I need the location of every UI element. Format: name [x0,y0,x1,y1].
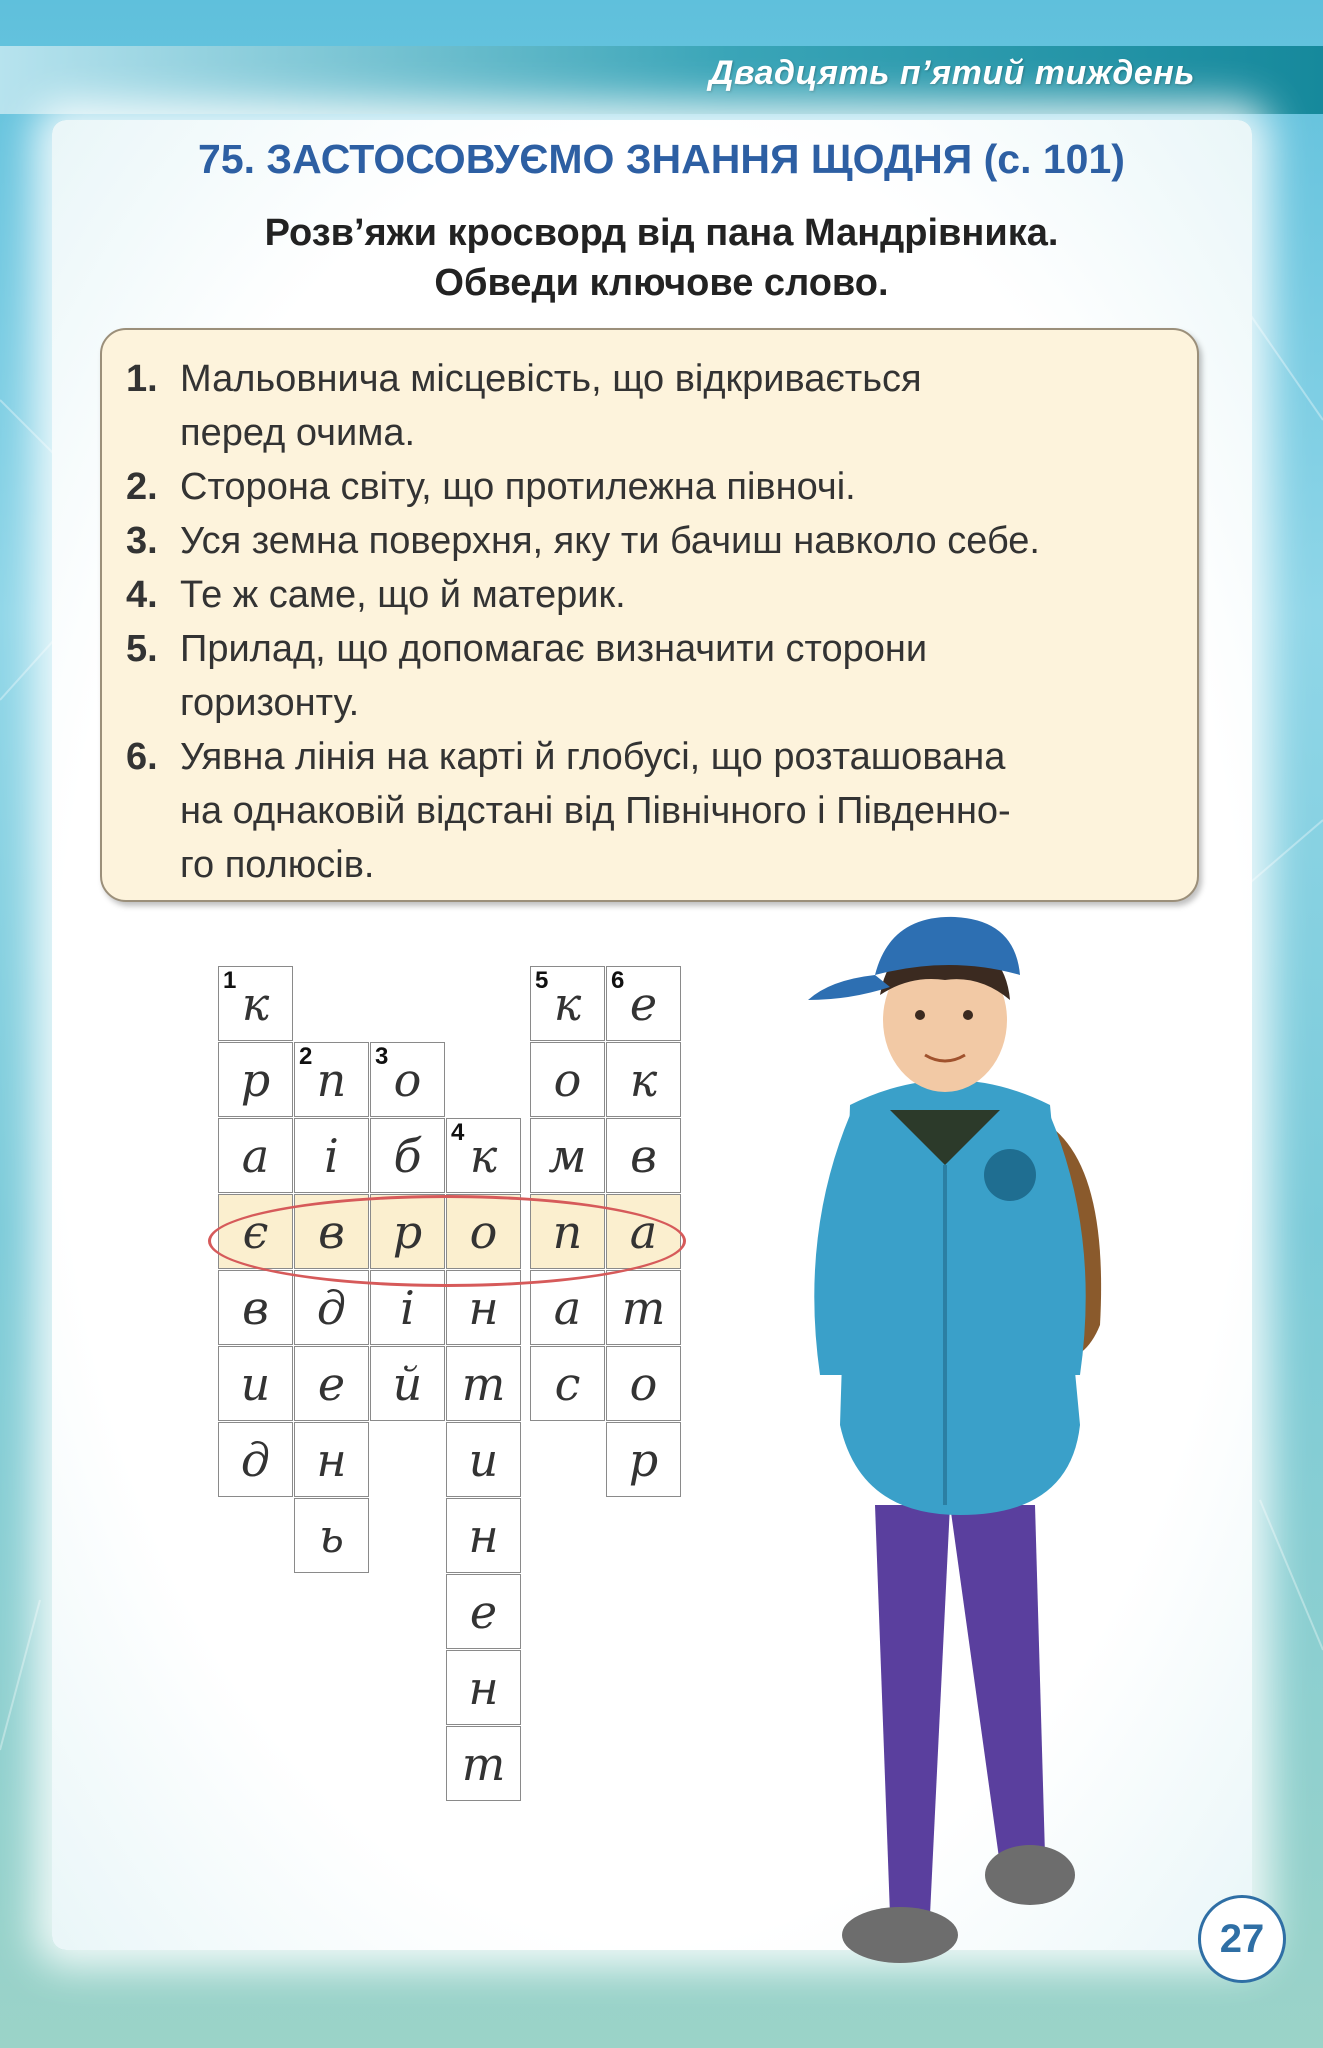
cell-letter: н [468,1508,499,1563]
clue-text: на однаковій відстані від Північного і Південно- [180,790,1011,832]
crossword-cell[interactable] [218,1270,293,1345]
cell-letter: д [316,1280,347,1335]
cell-letter: о [469,1204,498,1259]
cell-letter: о [629,1356,658,1411]
clue-5 [126,622,927,730]
crossword-cell[interactable] [530,1118,605,1193]
cell-letter: т [461,1736,506,1791]
lesson-title: 75. ЗАСТОСОВУЄМО ЗНАННЯ ЩОДНЯ (с. 101) [198,136,1125,182]
cell-letter: н [316,1432,347,1487]
cell-letter: т [461,1356,506,1411]
cell-letter: р [240,1052,271,1107]
cell-letter: п [316,1052,347,1107]
crossword-cell[interactable] [294,1498,369,1573]
clue-6 [126,730,1011,892]
crossword-cell[interactable] [446,1422,521,1497]
clue-number: 5. [126,628,158,670]
cell-letter: а [241,1128,270,1183]
traveler-boy-illustration [780,905,1140,1975]
clue-2 [126,460,856,514]
cell-letter: и [240,1356,271,1411]
cell-letter: а [629,1204,658,1259]
clue-text: Сторона світу, що протилежна півночі. [180,466,856,508]
clue-text: Те ж саме, що й материк. [180,574,626,616]
clue-text: Уся земна поверхня, яку ти бачиш навколо себе. [180,520,1040,562]
clue-text: го полюсів. [180,844,375,886]
cell-letter: й [392,1356,423,1411]
crossword-cell[interactable] [530,966,605,1041]
clue-number: 2. [126,466,158,508]
page-number: 27 [1198,1895,1286,1983]
instruction-line-1: Розв’яжи кросворд від пана Мандрівника. [264,212,1059,254]
cell-letter: к [553,976,582,1031]
clue-number: 3. [126,520,158,562]
cell-letter: т [621,1280,666,1335]
clue-text: Уявна лінія на карті й глобусі, що розташована [180,736,1006,778]
crossword-cell[interactable] [370,1346,445,1421]
cell-letter: о [393,1052,422,1107]
week-title: Двадцять п’ятий тиждень [708,54,1195,92]
crossword-cell[interactable] [606,1270,681,1345]
clues-box [100,328,1199,902]
clue-number-label: 3 [375,1043,389,1070]
cell-letter: а [553,1280,582,1335]
crossword-cell[interactable] [446,1574,521,1649]
crossword-cell[interactable] [606,1118,681,1193]
crossword-cell[interactable] [218,1346,293,1421]
cell-letter: и [468,1432,499,1487]
crossword-cell[interactable] [530,1042,605,1117]
crossword-cell[interactable] [294,1118,369,1193]
clue-number-label: 2 [299,1043,313,1070]
cell-letter: в [630,1128,657,1183]
crossword-cell[interactable] [446,1498,521,1573]
crossword-cell[interactable] [446,1118,521,1193]
crossword-cell[interactable] [218,1042,293,1117]
clue-number: 1. [126,358,158,400]
crossword-cell[interactable] [606,1042,681,1117]
cell-letter: є [242,1204,269,1259]
clue-number-label: 1 [223,967,237,994]
clue-text: Мальовнича місцевість, що відкривається [180,358,922,400]
crossword-cell[interactable] [294,1346,369,1421]
clue-number: 6. [126,736,158,778]
cell-letter: ь [318,1508,345,1563]
crossword-cell[interactable] [294,1422,369,1497]
cell-letter: о [553,1052,582,1107]
clue-number-label: 6 [611,967,625,994]
keyword-circle [208,1195,686,1287]
crossword-cell[interactable] [446,1346,521,1421]
crossword-cell[interactable] [530,1346,605,1421]
clue-text: Прилад, що допомагає визначити сторони [180,628,928,670]
cell-letter: е [629,976,658,1031]
cell-letter: в [318,1204,345,1259]
crossword-cell[interactable] [446,1726,521,1801]
crossword-cell[interactable] [218,1118,293,1193]
clue-number: 4. [126,574,158,616]
cell-letter: і [324,1128,339,1183]
cell-letter: р [628,1432,659,1487]
cell-letter: е [317,1356,346,1411]
cell-letter: к [469,1128,498,1183]
cell-letter: п [552,1204,583,1259]
crossword-cell[interactable] [370,1042,445,1117]
crossword-cell[interactable] [606,1346,681,1421]
cell-letter: н [468,1280,499,1335]
clue-number-label: 5 [535,967,549,994]
clue-4 [126,568,626,622]
crossword-cell[interactable] [294,1042,369,1117]
crossword-cell[interactable] [218,1422,293,1497]
clue-3 [126,514,1040,568]
clue-text: перед очима. [180,412,416,454]
cell-letter: к [629,1052,658,1107]
cell-letter: і [400,1280,415,1335]
clue-number-label: 4 [451,1119,465,1146]
cell-letter: б [393,1128,422,1183]
cell-letter: к [241,976,270,1031]
instruction-line-2: Обведи ключове слово. [434,262,889,304]
clue-1 [126,352,922,460]
crossword-cell[interactable] [218,966,293,1041]
cell-letter: с [554,1356,581,1411]
cell-letter: д [240,1432,271,1487]
crossword-cell[interactable] [606,1422,681,1497]
cell-letter: в [242,1280,269,1335]
clue-text: горизонту. [180,682,360,724]
cell-letter: м [548,1128,587,1183]
cell-letter: н [468,1660,499,1715]
crossword-cell[interactable] [606,966,681,1041]
cell-letter: р [392,1204,423,1259]
crossword-cell[interactable] [446,1650,521,1725]
cell-letter: е [469,1584,498,1639]
crossword-cell[interactable] [370,1118,445,1193]
